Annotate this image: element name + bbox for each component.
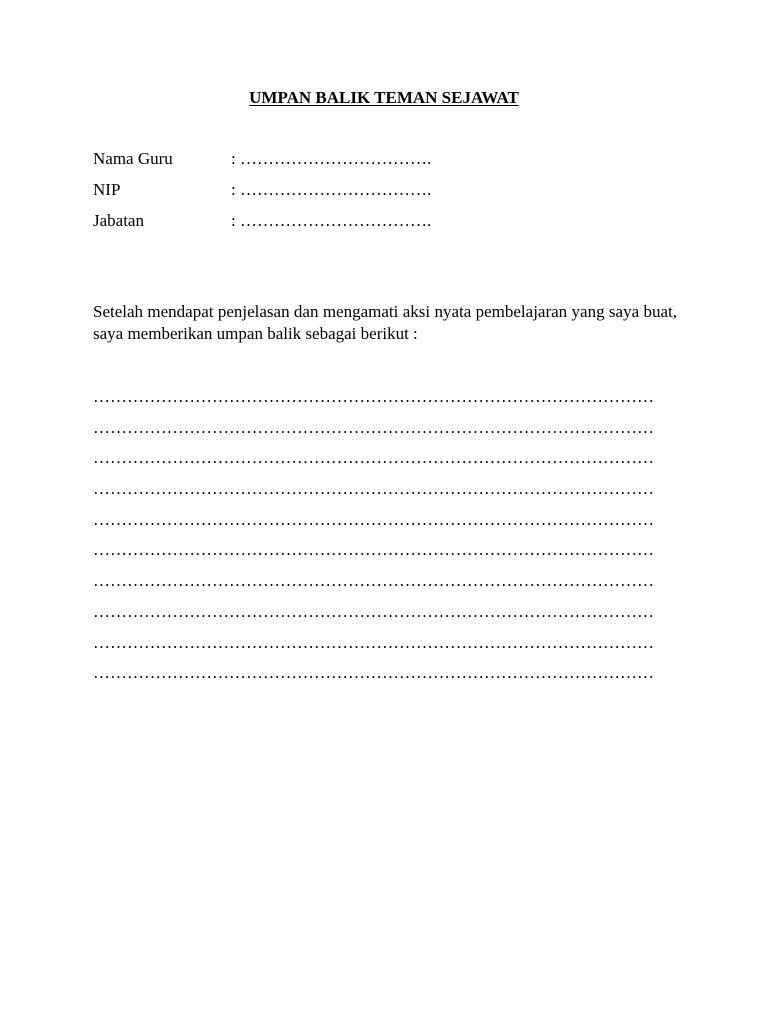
field-label: Jabatan xyxy=(93,211,144,230)
identity-fields xyxy=(93,148,693,241)
field-value: : ……………………………. xyxy=(231,180,432,199)
field-row-nip xyxy=(93,179,693,210)
answer-lines xyxy=(93,386,677,693)
field-row-jabatan xyxy=(93,210,693,241)
intro-paragraph: Setelah mendapat penjelasan dan mengamati aksi nyata pembelajaran yang saya buat, saya memberikan umpan balik sebagai berikut : xyxy=(93,302,677,343)
answer-line: ……………………………………………………………………………………… xyxy=(93,601,654,621)
field-value: : ……………………………. xyxy=(231,149,432,168)
field-label: NIP xyxy=(93,180,121,199)
field-value: : ……………………………. xyxy=(231,211,432,230)
field-row-nama-guru xyxy=(93,148,693,179)
answer-line: ……………………………………………………………………………………… xyxy=(93,663,654,683)
answer-line: ……………………………………………………………………………………… xyxy=(93,387,654,406)
answer-line: ……………………………………………………………………………………… xyxy=(93,540,654,560)
answer-line: ……………………………………………………………………………………… xyxy=(93,509,654,529)
document-title: UMPAN BALIK TEMAN SEJAWAT xyxy=(249,88,519,107)
answer-line: ……………………………………………………………………………………… xyxy=(93,417,654,437)
answer-line: ……………………………………………………………………………………… xyxy=(93,448,654,468)
answer-line: ……………………………………………………………………………………… xyxy=(93,479,654,499)
field-label: Nama Guru xyxy=(93,149,173,168)
answer-line: ……………………………………………………………………………………… xyxy=(93,632,654,652)
answer-line: ……………………………………………………………………………………… xyxy=(93,571,654,591)
